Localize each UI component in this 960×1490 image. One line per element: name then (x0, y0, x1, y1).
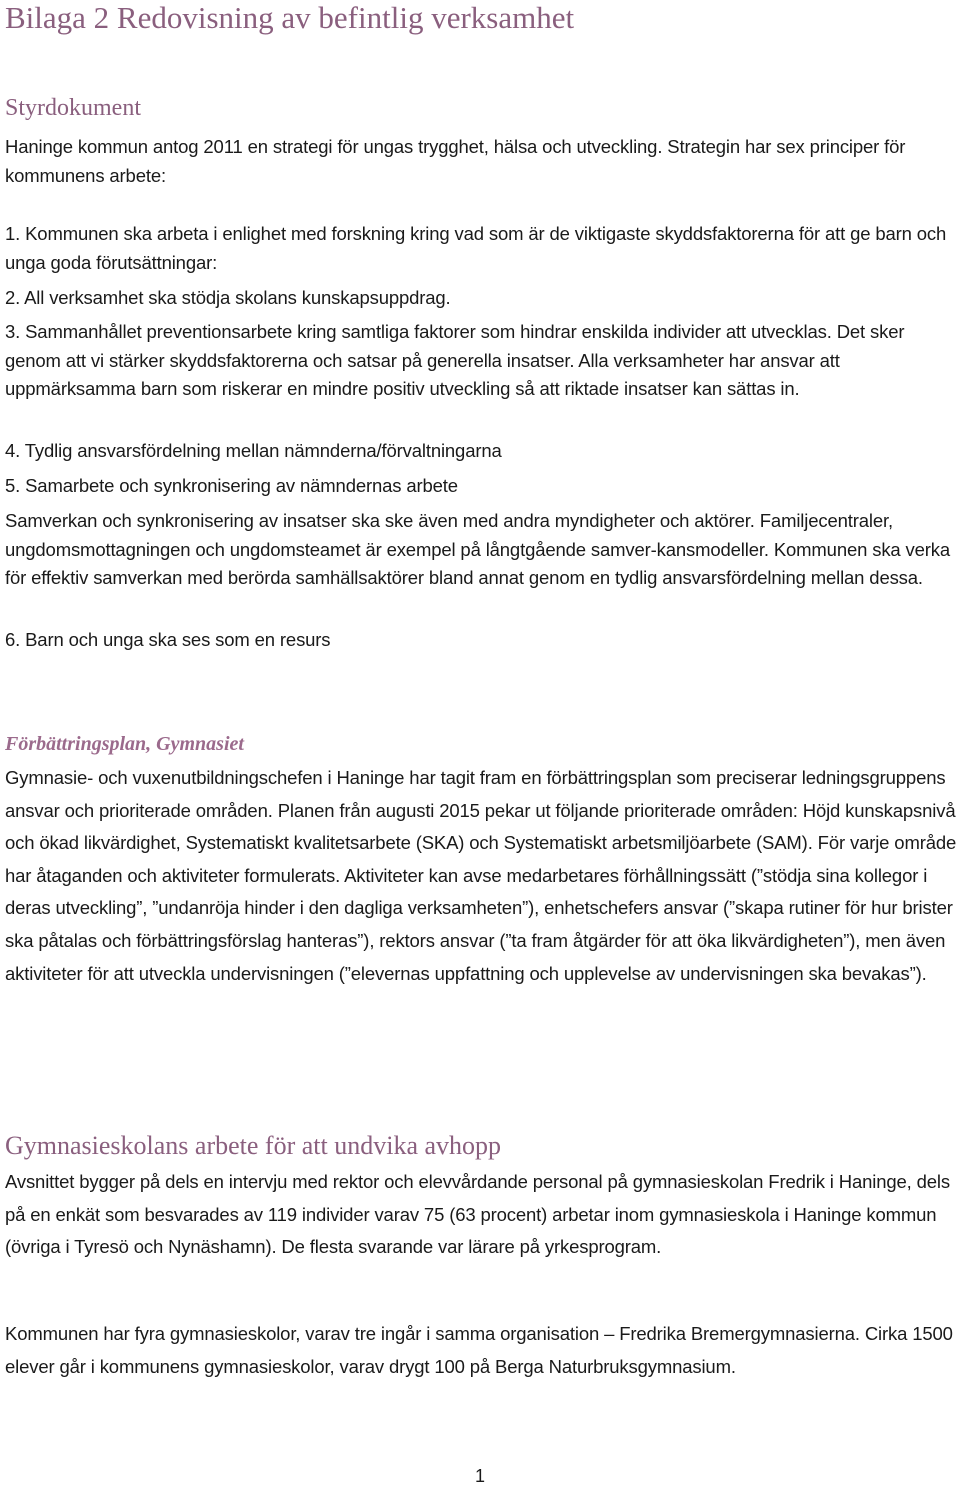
principle-1: 1. Kommunen ska arbeta i enlighet med forskning kring vad som är de viktigaste skyddsfaktorerna för att ge barn och unga goda förutsättningar: (5, 223, 947, 273)
principle-5-text: Samverkan och synkronisering av insatser ska ske även med andra myndigheter och aktörer. Familjecentraler, ungdomsmottagningen och ungdomsteamet är exempel på långtgående samver-kansmodeller. Kommunen ska verka för effektiv samverkan med berörda samhällsaktörer bland annat genom en tydlig ansvarsfördelning mellan dessa. (5, 510, 951, 588)
document-title: Bilaga 2 Redovisning av befintlig verksamhet (5, 0, 575, 35)
principle-4: 4. Tydlig ansvarsfördelning mellan nämnderna/förvaltningarna (5, 440, 502, 461)
paragraph-avsnittet: Avsnittet bygger på dels en intervju med rektor och elevvårdande personal på gymnasieskolan Fredrik i Haninge, dels på en enkät som besvarades av 119 individer varav 75 (63 procent) arbetar inom gymnasieskola i Haninge kommun (övriga i Tyresö och Nynäshamn). De flesta svarande var lärare på yrkesprogram. (5, 1171, 950, 1258)
section-heading-avhopp: Gymnasieskolans arbete för att undvika avhopp (5, 1131, 502, 1160)
principle-6: 6. Barn och unga ska ses som en resurs (5, 629, 331, 650)
page-number: 1 (474, 1466, 485, 1486)
paragraph-forbattringsplan: Gymnasie- och vuxenutbildningschefen i Haninge har tagit fram en förbättringsplan som preciserar ledningsgruppens ansvar och prioriterade områden. Planen från augusti 2015 pekar ut följande prioriterade områden: Höjd kunskapsnivå och ökad likvärdighet, Systematiskt kvalitetsarbete (SKA) och Systematiskt arbetsmiljöarbete (SAM). För varje område har åtaganden och aktiviteter formulerats. Aktiviteter kan avse medarbetares förhållningssätt (”stödja sina kollegor i deras utveckling”, ”undanröja hinder i den dagliga verksamheten”), enhetschefers ansvar (”skapa rutiner för hur brister ska påtalas och förbättringsförslag hanteras”), rektors ansvar (”ta fram åtgärder för att öka likvärdigheten”), men även aktiviteter för att utveckla undervisningen (”elevernas uppfattning och upplevelse av undervisningen ska bevakas”). (5, 767, 957, 984)
principle-5: 5. Samarbete och synkronisering av nämndernas arbete (5, 475, 458, 496)
paragraph-gymnasieskolor: Kommunen har fyra gymnasieskolor, varav tre ingår i samma organisation – Fredrika Bremergymnasierna. Cirka 1500 elever går i kommunens gymnasieskolor, varav drygt 100 på Berga Naturbruksgymnasium. (5, 1323, 953, 1377)
section-heading-styrdokument: Styrdokument (5, 95, 141, 121)
paragraph-intro: Haninge kommun antog 2011 en strategi för ungas trygghet, hälsa och utveckling. Strategin har sex principer för kommunens arbete: (5, 136, 906, 186)
principle-3: 3. Sammanhållet preventionsarbete kring samtliga faktorer som hindrar enskilda individer att utvecklas. Det sker genom att vi stärker skyddsfaktorerna och satsar på generella insatser. Alla verksamheter har ansvar att uppmärksamma barn som riskerar en mindre positiv utveckling så att riktade insatser kan sättas in. (5, 321, 905, 399)
section-heading-forbattringsplan: Förbättringsplan, Gymnasiet (5, 733, 244, 755)
principle-2: 2. All verksamhet ska stödja skolans kunskapsuppdrag. (5, 287, 451, 308)
